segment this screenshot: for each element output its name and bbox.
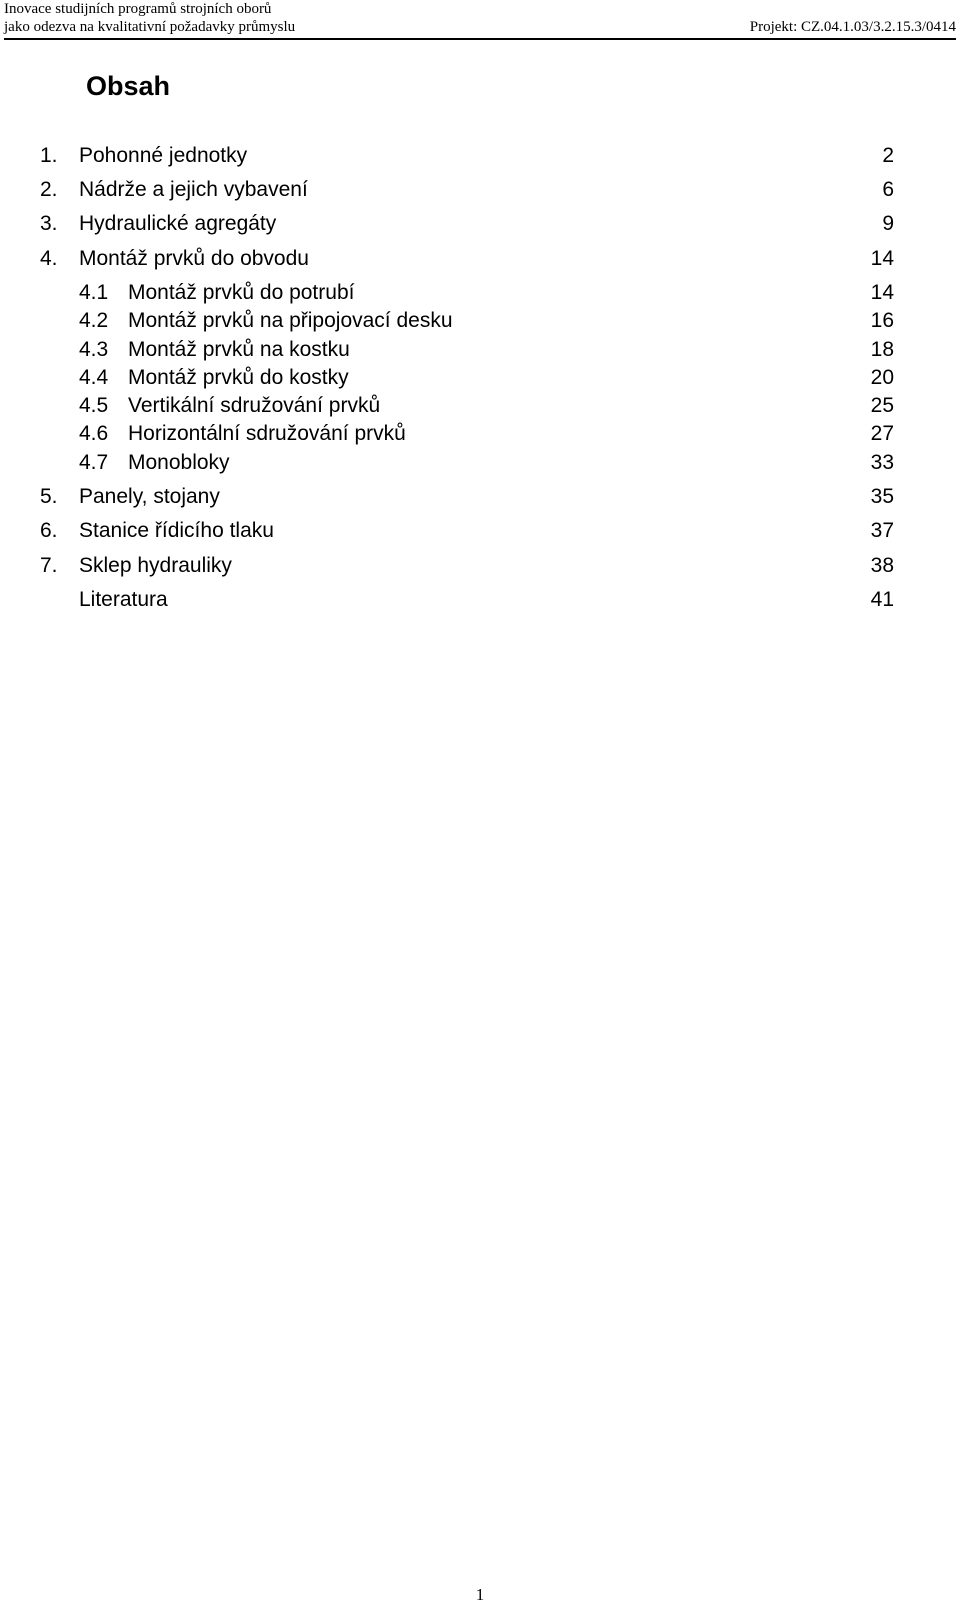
toc-entry-label: Hydraulické agregáty (79, 212, 277, 235)
toc-entry-page: 25 (870, 394, 894, 417)
header-project-code: Projekt: CZ.04.1.03/3.2.15.3/0414 (749, 19, 956, 35)
toc-entry-number: 4.1 (79, 281, 109, 304)
toc-entry-label: Monobloky (128, 451, 230, 474)
header-line-1: Inovace studijních programů strojních oborů (4, 1, 272, 17)
page-header (4, 0, 956, 40)
toc-entry[interactable] (0, 420, 960, 448)
toc-entry-page: 6 (882, 178, 894, 201)
toc-entry-label: Horizontální sdružování prvků (128, 422, 406, 445)
toc-entry-label: Sklep hydrauliky (79, 554, 232, 577)
toc-entry-number: 4. (40, 247, 58, 270)
toc-entry[interactable] (0, 336, 960, 364)
toc-entry-number: 4.6 (79, 422, 109, 445)
toc-entry[interactable] (0, 449, 960, 477)
toc-entry[interactable] (0, 307, 960, 335)
toc-entry[interactable] (0, 483, 960, 511)
toc-entry-number: 7. (40, 554, 58, 577)
toc-entry-page: 9 (882, 212, 894, 235)
toc-entry-label: Montáž prvků do potrubí (128, 281, 355, 304)
toc-entry[interactable] (0, 552, 960, 580)
toc-entry-number: 4.7 (79, 451, 109, 474)
toc-entry-page: 35 (870, 485, 894, 508)
toc-entry-number: 6. (40, 519, 58, 542)
toc-entry-label: Pohonné jednotky (79, 144, 248, 167)
toc-entry-number: 4.3 (79, 338, 109, 361)
toc-entry-label: Stanice řídicího tlaku (79, 519, 274, 542)
toc-entry-page: 18 (870, 338, 894, 361)
toc-entry-label: Montáž prvků do obvodu (79, 247, 309, 270)
toc-entry[interactable] (0, 279, 960, 307)
toc-entry-label: Literatura (79, 588, 168, 611)
toc-entry-label: Montáž prvků na kostku (128, 338, 350, 361)
toc-entry-number: 5. (40, 485, 58, 508)
toc-entry-page: 16 (870, 309, 894, 332)
toc-entry-label: Nádrže a jejich vybavení (79, 178, 308, 201)
toc-entry[interactable] (0, 245, 960, 273)
page-number: 1 (475, 1585, 485, 1604)
toc-entry[interactable] (0, 176, 960, 204)
toc-entry-page: 14 (870, 281, 894, 304)
toc-entry-number: 4.2 (79, 309, 109, 332)
toc-entry[interactable] (0, 210, 960, 238)
toc-entry-page: 33 (870, 451, 894, 474)
toc-entry-number: 2. (40, 178, 58, 201)
toc-entry[interactable] (0, 364, 960, 392)
toc-entry[interactable] (0, 586, 960, 614)
toc-entry[interactable] (0, 142, 960, 170)
toc-entry-number: 3. (40, 212, 58, 235)
toc-entry-number: 4.4 (79, 366, 109, 389)
toc-entry-label: Vertikální sdružování prvků (128, 394, 381, 417)
toc-entry-page: 41 (870, 588, 894, 611)
toc-entry-page: 27 (870, 422, 894, 445)
toc-title: Obsah (86, 71, 171, 101)
toc-entry-page: 37 (870, 519, 894, 542)
toc-entry[interactable] (0, 517, 960, 545)
toc-entry-label: Montáž prvků do kostky (128, 366, 349, 389)
toc-entry-label: Montáž prvků na připojovací desku (128, 309, 453, 332)
toc-entry-label: Panely, stojany (79, 485, 220, 508)
header-line-2: jako odezva na kvalitativní požadavky průmyslu (4, 19, 296, 35)
toc-entry-page: 20 (870, 366, 894, 389)
toc-entry-page: 2 (882, 144, 894, 167)
toc-entry-number: 1. (40, 144, 58, 167)
toc-entry-number: 4.5 (79, 394, 109, 417)
toc-entry[interactable] (0, 392, 960, 420)
toc-entry-page: 14 (870, 247, 894, 270)
toc-entry-page: 38 (870, 554, 894, 577)
